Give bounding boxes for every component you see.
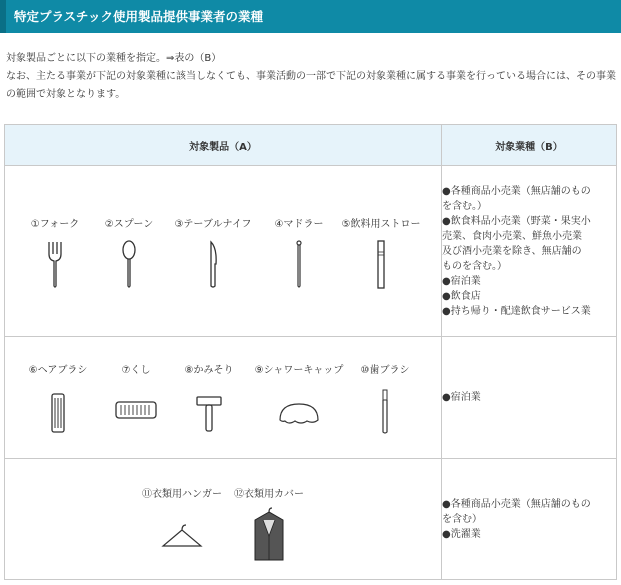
product-hanger xyxy=(137,485,227,554)
straw-icon xyxy=(371,240,391,290)
intro-line: の範囲で対象となります。 xyxy=(6,89,126,100)
product-straw xyxy=(339,215,423,290)
industry-table xyxy=(4,124,617,580)
industry-item: ●宿泊業 xyxy=(442,392,481,403)
knife-icon xyxy=(203,240,223,290)
product-label: ③テーブルナイフ xyxy=(174,219,252,230)
product-spoon xyxy=(101,215,157,290)
product-label: ⑥ヘアブラシ xyxy=(28,365,88,376)
product-label: ⑩歯ブラシ xyxy=(360,365,410,376)
shower-cap-icon xyxy=(277,400,321,426)
razor-icon xyxy=(194,394,224,434)
industry-item: ●持ち帰り・配達飲食サービス業 xyxy=(442,305,591,317)
spoon-icon xyxy=(119,240,139,290)
industries-cell xyxy=(442,459,617,580)
product-label: ④マドラー xyxy=(274,219,324,230)
product-label: ⑪衣類用ハンガー xyxy=(142,489,222,500)
table-row xyxy=(5,459,617,580)
industry-item: 売業、食肉小売業、鮮魚小売業 xyxy=(442,230,582,242)
product-label: ②スプーン xyxy=(104,219,154,230)
product-stirrer xyxy=(269,215,329,290)
industry-item: を含む。） xyxy=(442,200,487,212)
intro-line: 対象製品ごとに以下の業種を指定。⇒表の（B） xyxy=(6,53,222,64)
product-label: ⑫衣類用カバー xyxy=(234,489,304,500)
industry-item: 及び酒小売業を除き、無店舗の xyxy=(442,245,582,257)
industry-item: ●洗濯業 xyxy=(442,528,481,540)
toothbrush-icon xyxy=(378,388,392,436)
products-cell xyxy=(5,166,442,337)
product-label: ⑦くし xyxy=(121,365,151,376)
intro-line: なお、主たる事業が下記の対象業種に該当しなくても、事業活動の一部で下記の対象業種に属する事業を行っている場合には、その事業 xyxy=(6,71,616,82)
industry-item: ●各種商品小売業（無店舗のもの xyxy=(442,498,591,510)
product-knife xyxy=(171,215,255,290)
industry-item: ものを含む。） xyxy=(442,260,507,272)
hairbrush-icon xyxy=(47,392,69,436)
industry-item: ●宿泊業 xyxy=(442,275,481,287)
header-products: 対象製品（A） xyxy=(5,125,442,166)
stirrer-icon xyxy=(289,240,309,290)
product-comb xyxy=(109,361,163,422)
products-cell xyxy=(5,459,442,580)
product-fork xyxy=(25,215,85,290)
garment-cover-icon xyxy=(249,506,289,564)
fork-icon xyxy=(45,240,65,290)
product-garment-cover xyxy=(231,485,307,564)
page-title: 特定プラスチック使用製品提供事業者の業種 xyxy=(0,0,621,33)
product-label: ⑧かみそり xyxy=(184,365,234,376)
industry-item: ●飲食料品小売業（野菜・果実小 xyxy=(442,215,591,227)
industries-cell xyxy=(442,337,617,459)
product-label: ⑤飲料用ストロー xyxy=(341,219,421,230)
product-shower-cap xyxy=(251,361,347,426)
product-toothbrush xyxy=(357,361,413,436)
intro-text xyxy=(6,50,618,104)
product-razor xyxy=(179,361,239,434)
industries-cell xyxy=(442,166,617,337)
table-row xyxy=(5,166,617,337)
industry-item: ●各種商品小売業（無店舗のもの xyxy=(442,185,591,197)
products-cell xyxy=(5,337,442,459)
comb-icon xyxy=(114,400,158,422)
product-hairbrush xyxy=(25,361,91,436)
header-industries: 対象業種（B） xyxy=(442,125,617,166)
industry-item: を含む） xyxy=(442,513,482,525)
product-label: ①フォーク xyxy=(30,219,80,230)
table-row xyxy=(5,337,617,459)
industry-item: ●飲食店 xyxy=(442,290,481,302)
product-label: ⑨シャワーキャップ xyxy=(254,365,344,376)
hanger-icon xyxy=(160,522,204,554)
